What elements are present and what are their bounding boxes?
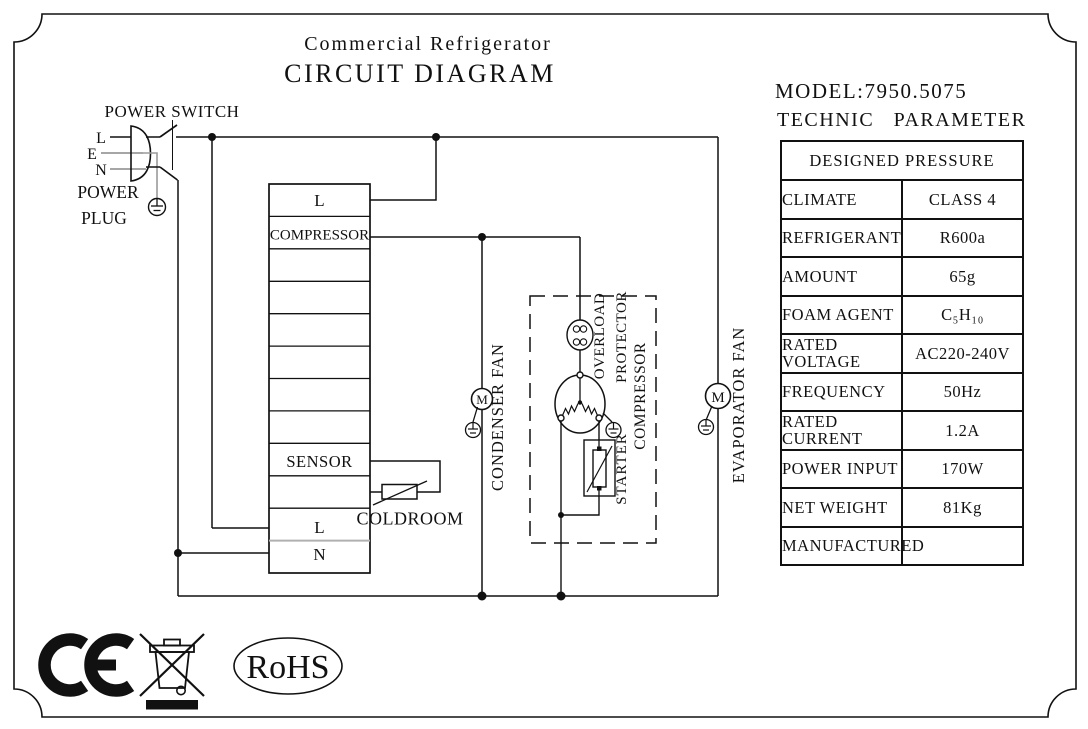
junction-dot (174, 549, 182, 557)
earth-ground-icon (699, 420, 714, 435)
param-name: FOAM AGENT (781, 296, 902, 335)
evaporator-fan-label: EVAPORATOR FAN (729, 326, 748, 484)
table-row (781, 411, 1023, 450)
table-header: DESIGNED PRESSURE (781, 141, 1023, 180)
param-value: R600a (902, 219, 1023, 258)
starter (584, 440, 615, 496)
param-value: 65g (902, 257, 1023, 296)
compressor-motor (555, 372, 605, 433)
param-name: MANUFACTURED (781, 527, 902, 566)
condenser-fan-label: CONDENSER FAN (488, 343, 507, 491)
power-plug-label-line1: POWER (77, 182, 139, 202)
table-row (781, 257, 1023, 296)
overload-label-line2: PROTECTOR (614, 291, 630, 383)
technic-parameter-heading: TECHNIC PARAMETER (777, 109, 1027, 131)
param-name: RATED CURRENT (781, 411, 902, 450)
earth-ground-icon (149, 199, 166, 216)
param-name: AMOUNT (781, 257, 902, 296)
plug-pin-e-label: E (87, 146, 97, 163)
table-row (781, 373, 1023, 412)
param-value: CLASS 4 (902, 180, 1023, 219)
compressor-unit (530, 291, 656, 596)
junction-dot (478, 592, 487, 601)
starter-label: STARTER (614, 433, 630, 505)
switch-blade-bottom (160, 167, 178, 180)
param-value: 81Kg (902, 488, 1023, 527)
page-title: Commercial Refrigerator (304, 33, 552, 55)
param-name: RATED VOLTAGE (781, 334, 902, 373)
ptc-slash (587, 446, 612, 492)
overload-label-line1: OVERLOAD (592, 292, 608, 380)
param-value: 50Hz (902, 373, 1023, 412)
rohs-badge (234, 638, 342, 694)
table-row (781, 180, 1023, 219)
table-row (781, 219, 1023, 258)
compressor-label: COMPRESSOR (632, 342, 649, 450)
coldroom-label: COLDROOM (356, 508, 464, 529)
plug-pin-n-label: N (95, 162, 107, 179)
motor-terminal (577, 372, 583, 378)
thermistor-body (382, 485, 417, 500)
motor-terminal (596, 415, 602, 421)
model-number: MODEL:7950.5075 (775, 79, 968, 103)
parameter-table (780, 140, 1024, 566)
earth-ground-icon (466, 423, 481, 438)
terminal-l-wire (370, 137, 436, 200)
weee-bin-icon (140, 634, 204, 710)
param-name: FREQUENCY (781, 373, 902, 412)
param-value: AC220-240V (902, 334, 1023, 373)
table-row (781, 527, 1023, 566)
motor-letter: M (476, 392, 488, 407)
switch-blade-top (160, 125, 177, 137)
power-plug (101, 126, 166, 216)
param-value: 1.2A (902, 411, 1023, 450)
param-name: NET WEIGHT (781, 488, 902, 527)
terminal-block (269, 184, 370, 573)
power-plug-label-line2: PLUG (81, 208, 127, 228)
junction-dot (478, 233, 486, 241)
motor-letter: M (711, 390, 725, 406)
terminal-row-l2: L (314, 518, 325, 537)
ce-mark-icon (44, 640, 130, 691)
plug-pin-l-label: L (96, 130, 106, 147)
param-name: POWER INPUT (781, 450, 902, 489)
table-row (781, 488, 1023, 527)
power-switch-label: POWER SWITCH (104, 102, 240, 121)
overload-protector (567, 320, 593, 350)
table-header-row (781, 141, 1023, 180)
motor-terminal (558, 415, 564, 421)
evaporator-fan-motor (699, 327, 749, 484)
table-row (781, 450, 1023, 489)
page-subtitle: CIRCUIT DIAGRAM (284, 59, 556, 88)
condenser-fan-motor (466, 343, 508, 491)
terminal-row-n: N (313, 545, 326, 564)
junction-dot (432, 133, 440, 141)
terminal-row-compressor: COMPRESSOR (269, 227, 370, 244)
coldroom-sensor (356, 481, 463, 529)
table-row (781, 334, 1023, 373)
rohs-label: RoHS (246, 649, 330, 686)
param-name: REFRIGERANT (781, 219, 902, 258)
terminal-row-l: L (314, 191, 325, 210)
table-row (781, 296, 1023, 335)
param-value: 170W (902, 450, 1023, 489)
terminal-row-sensor: SENSOR (286, 452, 353, 471)
junction-dot (208, 133, 216, 141)
param-value: C₅H₁₀ (902, 296, 1023, 335)
param-name: CLIMATE (781, 180, 902, 219)
